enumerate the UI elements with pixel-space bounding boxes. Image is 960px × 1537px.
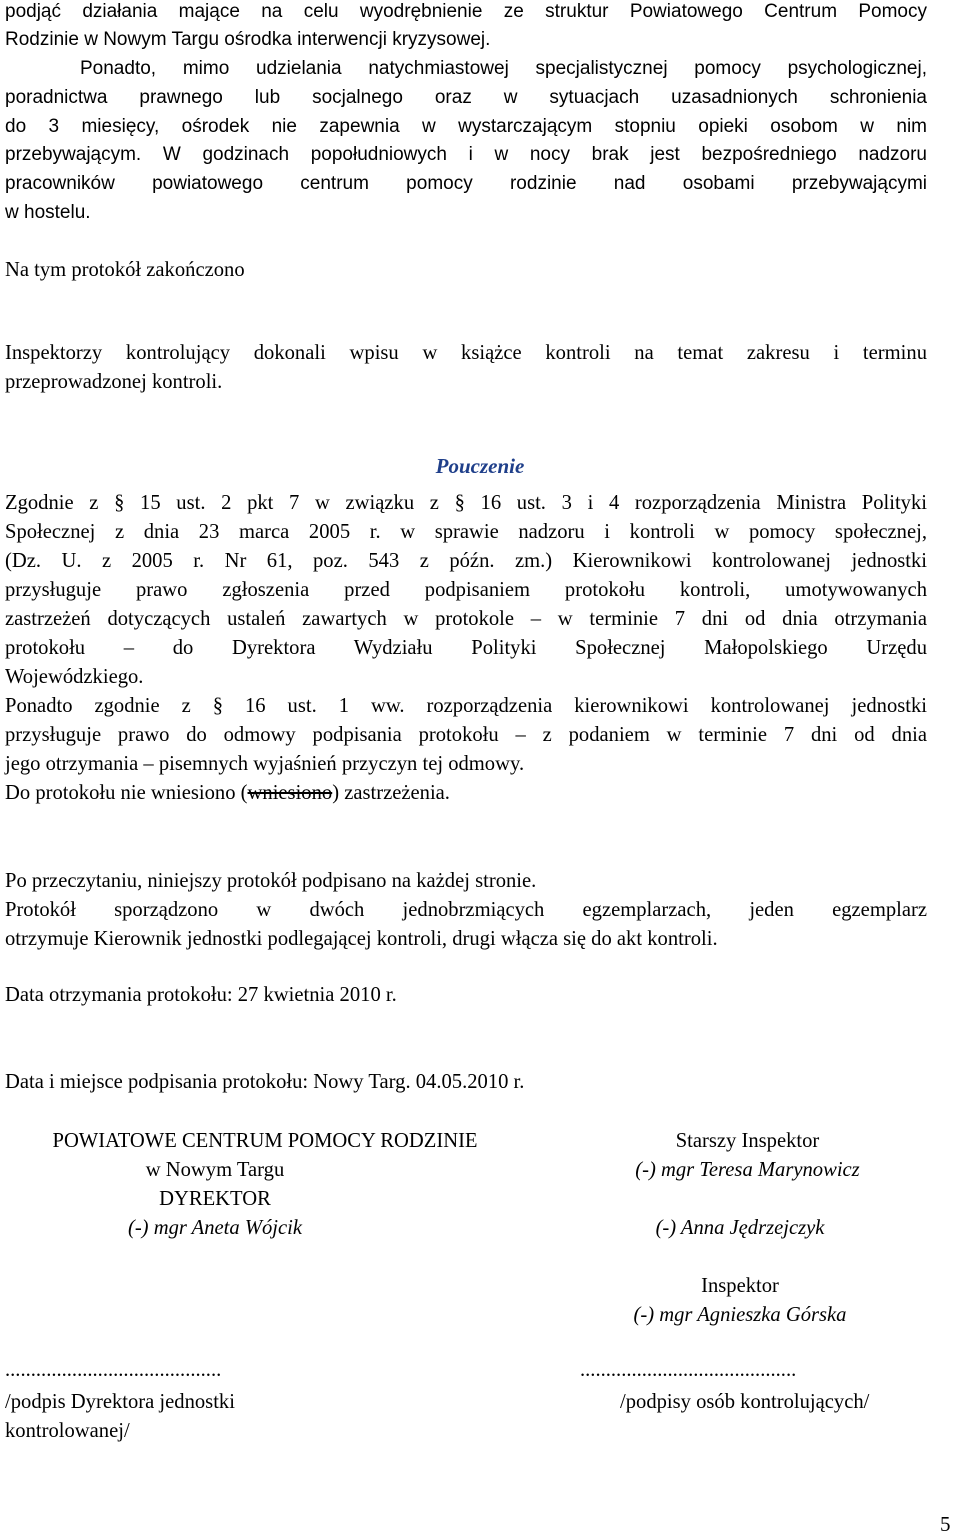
closing-line: Na tym protokół zakończono bbox=[5, 259, 245, 281]
intro-line-6: przebywającym. W godzinach popołudniowych i w nocy brak jest bezpośredniego nadzoru bbox=[5, 144, 927, 165]
left-signature-caption-2: kontrolowanej/ bbox=[5, 1420, 130, 1442]
pouczenie-line-2: Społecznej z dnia 23 marca 2005 r. w sprawie nadzoru i kontroli w pomocy społecznej, bbox=[5, 521, 927, 543]
right-name-2: (-) Anna Jędrzejczyk bbox=[655, 1217, 825, 1239]
left-institution: POWIATOWE CENTRUM POMOCY RODZINIE bbox=[52, 1130, 478, 1152]
objections-line bbox=[5, 780, 450, 806]
pouczenie-line-7: Wojewódzkiego. bbox=[5, 666, 144, 688]
after-reading-line-2: Protokół sporządzono w dwóch jednobrzmiących egzemplarzach, jeden egzemplarz bbox=[5, 899, 927, 921]
pouczenie-line-9: przysługuje prawo do odmowy podpisania protokołu – z podaniem w terminie 7 dni od dnia bbox=[5, 724, 927, 746]
pouczenie-line-10: jego otrzymania – pisemnych wyjaśnień przyczyn tej odmowy. bbox=[5, 753, 525, 775]
intro-line-1: podjąć działania mające na celu wyodrębnienie ze struktur Powiatowego Centrum Pomocy bbox=[5, 1, 927, 22]
pouczenie-line-1: Zgodnie z § 15 ust. 2 pkt 7 w związku z § 16 ust. 3 i 4 rozporządzenia Ministra Polityki bbox=[5, 492, 927, 514]
right-name-1: (-) mgr Teresa Marynowicz bbox=[635, 1159, 860, 1181]
objections-suffix: ) zastrzeżenia. bbox=[332, 782, 450, 804]
pouczenie-line-4: przysługuje prawo zgłoszenia przed podpisaniem protokołu kontroli, umotywowanych bbox=[5, 579, 927, 601]
receipt-date: Data otrzymania protokołu: 27 kwietnia 2010 r. bbox=[5, 984, 397, 1006]
right-signature-dots: .......................................... bbox=[580, 1359, 797, 1381]
pouczenie-heading: Pouczenie bbox=[435, 454, 525, 478]
page-number: 5 bbox=[940, 1512, 951, 1536]
pouczenie-line-8: Ponadto zgodnie z § 16 ust. 1 ww. rozporządzenia kierownikowi kontrolowanej jednostki bbox=[5, 695, 927, 717]
right-name-3: (-) mgr Agnieszka Górska bbox=[633, 1304, 847, 1326]
intro-line-2: Rodzinie w Nowym Targu ośrodka interwencji kryzysowej. bbox=[5, 29, 491, 50]
right-role: Starszy Inspektor bbox=[675, 1130, 820, 1152]
pouczenie-line-3: (Dz. U. z 2005 r. Nr 61, poz. 543 z późn. zm.) Kierownikowi kontrolowanej jednostki bbox=[5, 550, 927, 572]
left-name: (-) mgr Aneta Wójcik bbox=[127, 1217, 303, 1239]
after-reading-line-1: Po przeczytaniu, niniejszy protokół podpisano na każdej stronie. bbox=[5, 870, 537, 892]
intro-line-3: Ponadto, mimo udzielania natychmiastowej specjalistycznej pomocy psychologicznej, bbox=[80, 58, 927, 79]
right-role-2: Inspektor bbox=[701, 1275, 779, 1297]
pouczenie-line-5: zastrzeżeń dotyczących ustaleń zawartych w protokole – w terminie 7 dni od dnia otrzymania bbox=[5, 608, 927, 630]
left-city: w Nowym Targu bbox=[145, 1159, 285, 1181]
objections-struck-word: wniesiono bbox=[247, 782, 333, 804]
left-signature-caption-1: /podpis Dyrektora jednostki bbox=[5, 1391, 235, 1413]
after-reading-line-3: otrzymuje Kierownik jednostki podlegającej kontroli, drugi włącza się do akt kontroli. bbox=[5, 928, 718, 950]
signing-place-date: Data i miejsce podpisania protokołu: Nowy Targ. 04.05.2010 r. bbox=[5, 1071, 525, 1093]
intro-line-7: pracowników powiatowego centrum pomocy rodzinie nad osobami przebywającymi bbox=[5, 173, 927, 194]
left-role: DYREKTOR bbox=[159, 1188, 271, 1210]
left-signature-dots: .......................................... bbox=[5, 1359, 222, 1381]
pouczenie-line-6: protokołu – do Dyrektora Wydziału Polityki Społecznej Małopolskiego Urzędu bbox=[5, 637, 927, 659]
intro-line-4: poradnictwa prawnego lub socjalnego oraz w sytuacjach uzasadnionych schronienia bbox=[5, 87, 927, 108]
intro-line-5: do 3 miesięcy, ośrodek nie zapewnia w wystarczającym stopniu opieki osobom w nim bbox=[5, 116, 927, 137]
inspectors-note-line-1: Inspektorzy kontrolujący dokonali wpisu w książce kontroli na temat zakresu i terminu bbox=[5, 342, 927, 364]
objections-prefix: Do protokołu nie wniesiono ( bbox=[5, 782, 248, 804]
inspectors-note-line-2: przeprowadzonej kontroli. bbox=[5, 371, 223, 393]
intro-line-8: w hostelu. bbox=[5, 202, 91, 223]
right-signature-caption: /podpisy osób kontrolujących/ bbox=[620, 1391, 870, 1413]
